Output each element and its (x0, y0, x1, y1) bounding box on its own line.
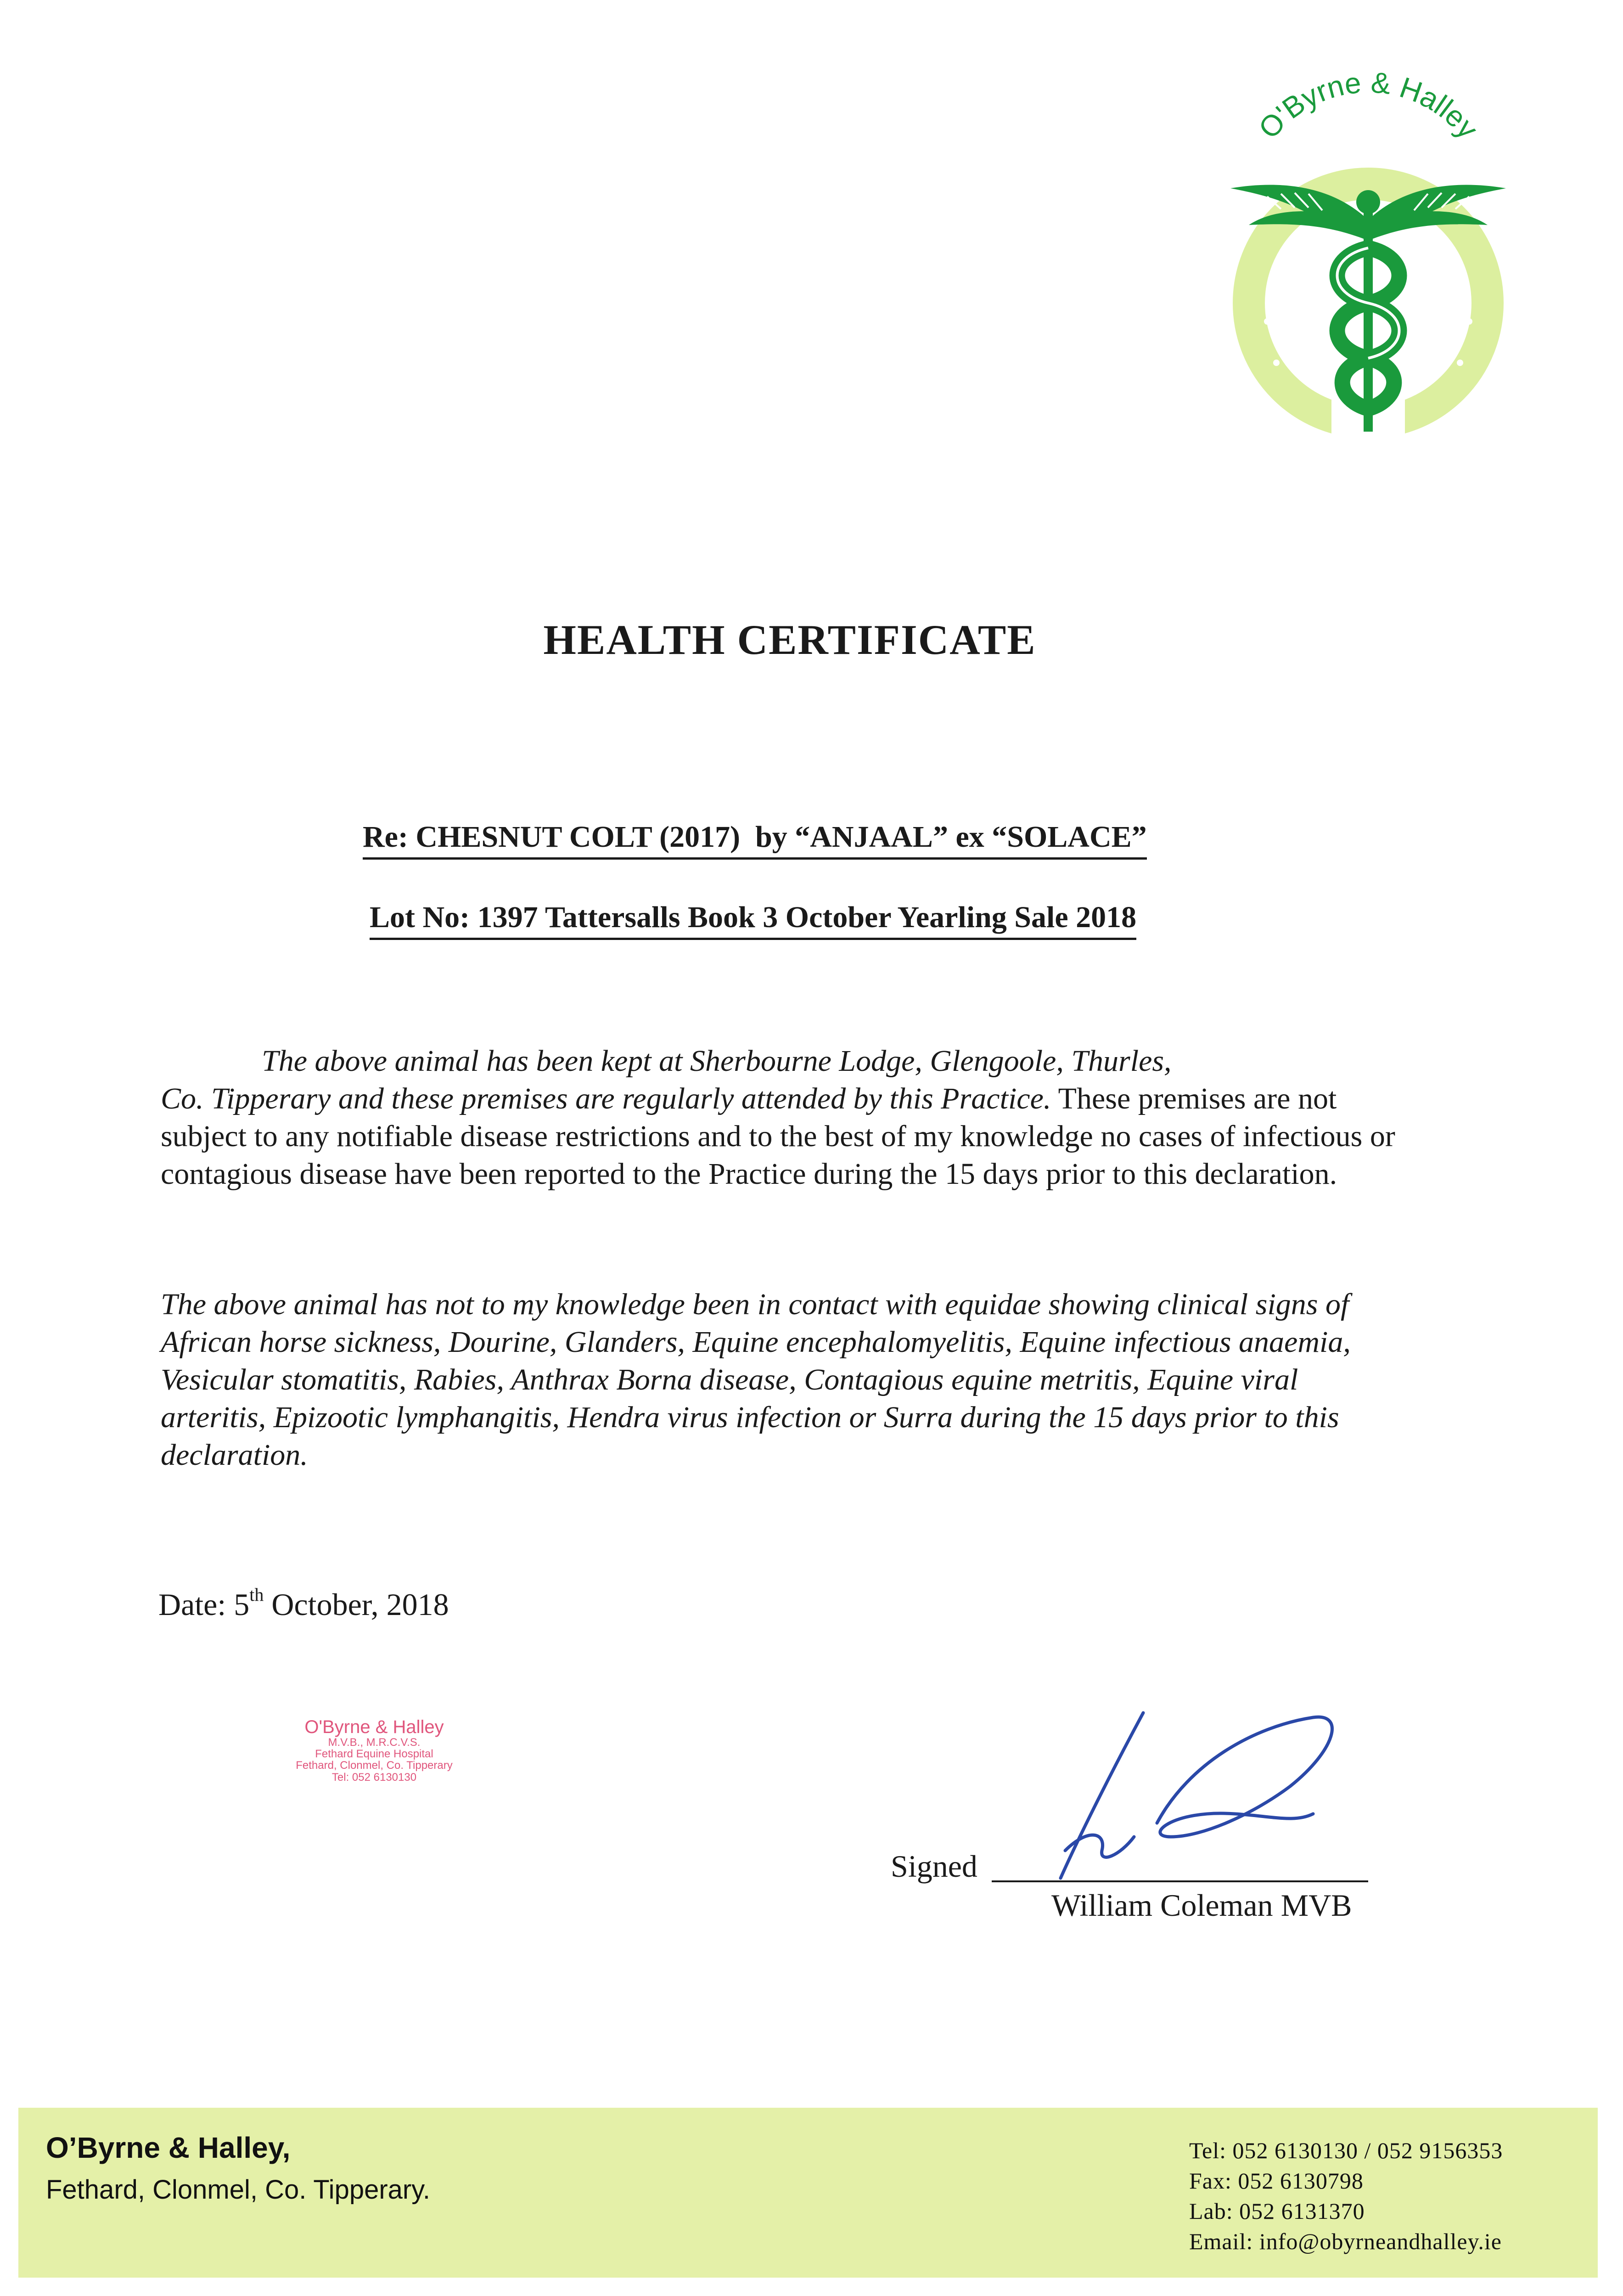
signer-name: William Coleman MVB (1051, 1888, 1352, 1923)
footer-fax: Fax: 052 6130798 (1189, 2168, 1364, 2194)
stamp-line-qualifications: M.V.B., M.R.C.V.S. (328, 1736, 421, 1749)
logo-text: O'Byrne & Halley (1252, 65, 1485, 145)
document-title: HEALTH CERTIFICATE (543, 616, 1036, 663)
footer-email: Email: info@obyrneandhalley.ie (1189, 2228, 1502, 2254)
footer-contacts (1189, 2135, 1503, 2257)
paragraph-disease-contact: The above animal has not to my knowledge been in contact with equidae showing clinical signs of African horse sickness, Dourine, Glanders, Equine encephalomyelitis, Equine infectious anaemia, Vesicular stomatitis, Rabies, Anthrax Borna disease, Contagious equine metritis, Equine viral arteritis, Epizootic lymphangitis, Hendra virus infection or Surra during the 15 days prior to this declaration. (161, 1288, 1351, 1472)
date-ordinal: th (249, 1584, 264, 1605)
stamp-line-hospital: Fethard Equine Hospital (315, 1748, 433, 1761)
handwritten-signature (996, 1699, 1373, 1892)
footer-lab: Lab: 052 6131370 (1189, 2198, 1365, 2224)
practice-stamp (280, 1717, 468, 1783)
paragraph-premises-body: These premises are not subject to any notifiable disease restrictions and to the best of my knowledge no cases of infectious or contagious disease have been reported to the Practice during the 15 days prior to this declaration. (161, 1082, 1395, 1191)
footer-tel: Tel: 052 6130130 / 052 9156353 (1189, 2138, 1503, 2163)
stamp-line-tel: Tel: 052 6130130 (331, 1771, 417, 1784)
certificate-date (158, 1584, 449, 1623)
date-rest: October, 2018 (264, 1587, 449, 1622)
signed-label: Signed (891, 1849, 977, 1884)
paragraph-premises-italic-line1: The above animal has been kept at Sherbourne Lodge, Glengoole, Thurles, (262, 1044, 1172, 1078)
stamp-line-address: Fethard, Clonmel, Co. Tipperary (296, 1759, 453, 1772)
obyrne-halley-logo (1212, 64, 1524, 450)
footer-address: Fethard, Clonmel, Co. Tipperary. (46, 2175, 431, 2205)
stamp-line-name: O'Byrne & Halley (304, 1717, 444, 1737)
footer-practice-name: O’Byrne & Halley, (46, 2131, 291, 2164)
re-line: Re: CHESNUT COLT (2017) by “ANJAAL” ex “SOLACE” (363, 820, 1147, 860)
date-label: Date: 5 (158, 1587, 250, 1622)
paragraph-premises-italic-line2: Co. Tipperary and these premises are regularly attended by this Practice. (161, 1082, 1051, 1115)
lot-line: Lot No: 1397 Tattersalls Book 3 October Yearling Sale 2018 (370, 900, 1136, 940)
svg-text:O'Byrne & Halley (1252, 66, 1485, 145)
paragraph-premises (161, 1042, 1410, 1193)
